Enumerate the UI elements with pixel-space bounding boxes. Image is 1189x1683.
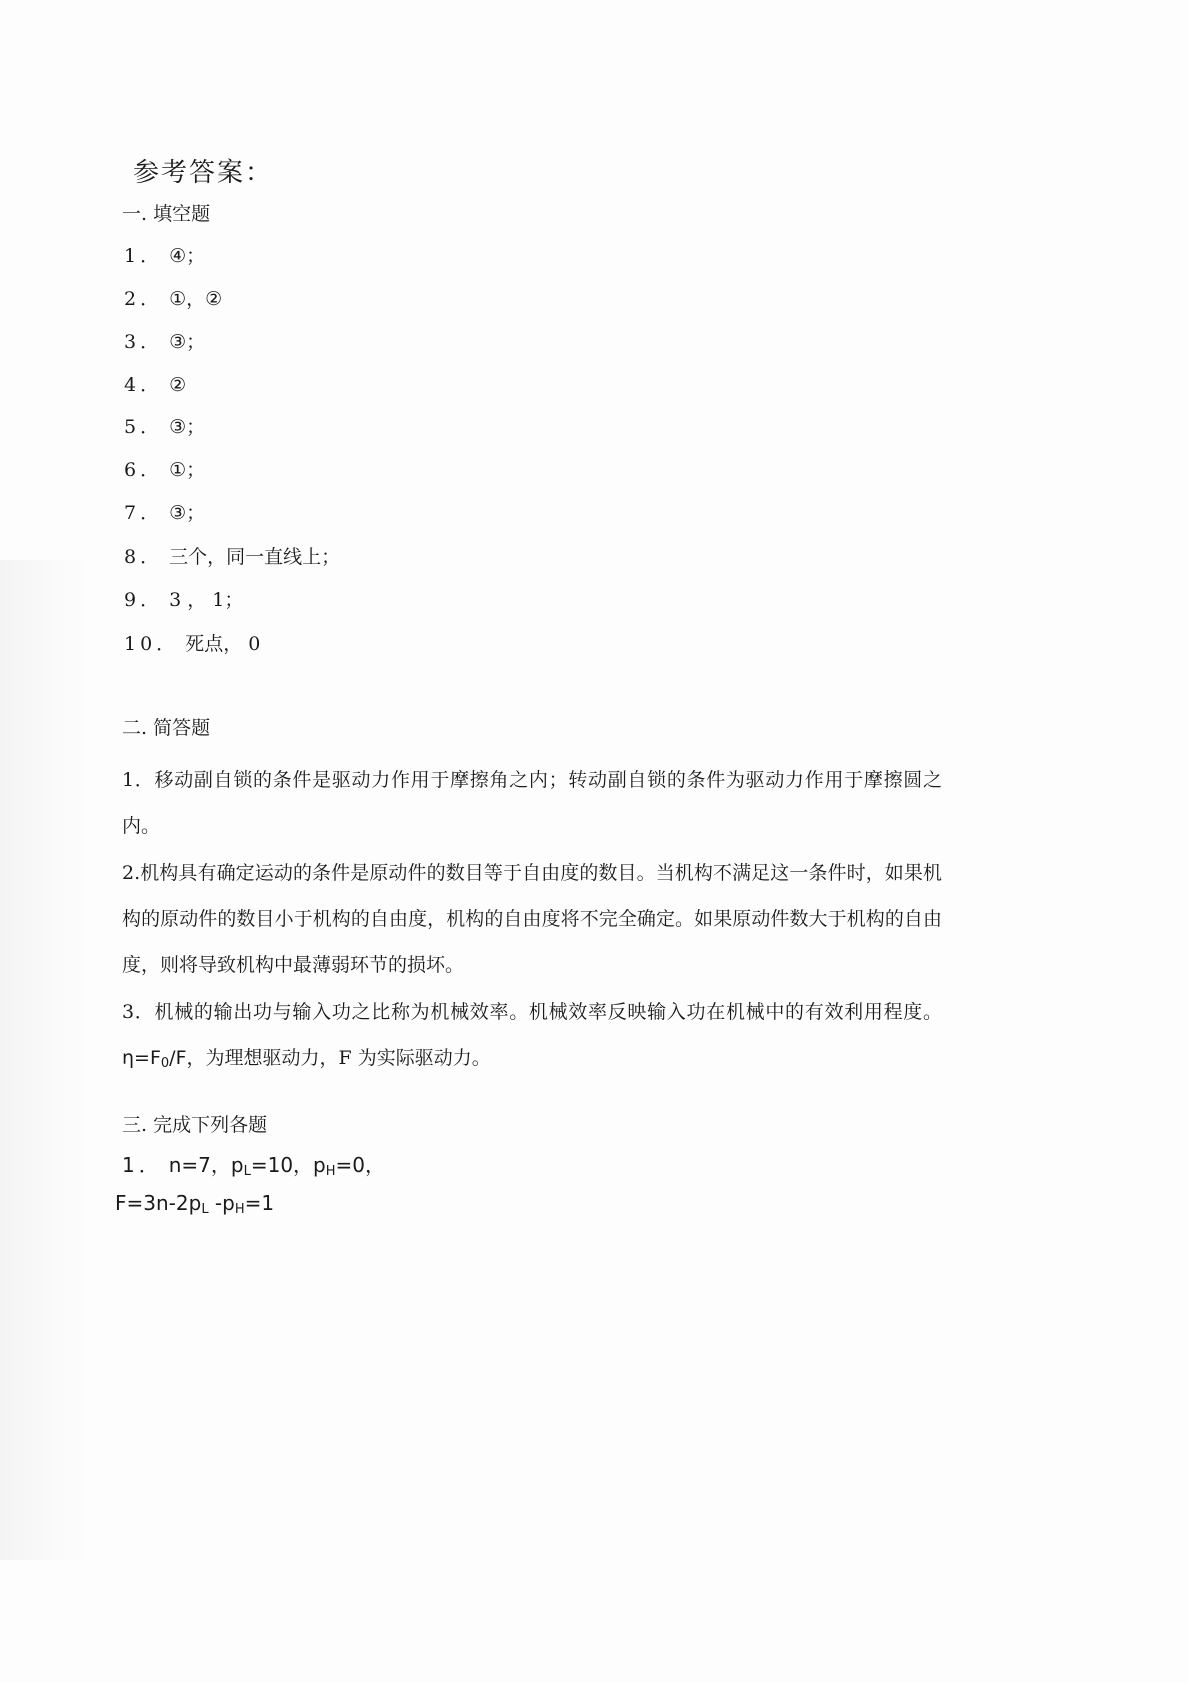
fill-blank-item <box>124 329 205 355</box>
item-answer: ③； <box>169 331 206 353</box>
item-number: 2． <box>124 288 164 310</box>
item-number: 8． <box>124 546 164 568</box>
item-answer: ①； <box>169 459 206 481</box>
item-answer: ①，② <box>169 288 223 310</box>
problem-1-line-1 <box>122 1152 385 1185</box>
item-answer: 三个，同一直线上； <box>169 546 341 568</box>
page-title: 参考答案： <box>133 158 274 188</box>
item-number: 10． <box>124 633 180 655</box>
item-number: 3． <box>124 331 164 353</box>
short-answer-2: 2.机构具有确定运动的条件是原动件的数目等于自由度的数目。当机构不满足这一条件时，如果机构的原动件的数目小于机构的自由度，机构的自由度将不完全确定。如果原动件数大于机构的自由度，则将导致机构中最薄弱环节的损坏。 <box>122 862 942 976</box>
problem-1-line-2 <box>115 1190 274 1223</box>
fill-blank-item <box>124 544 340 570</box>
short-answer-3-intro: 3．机械的输出功与输入功之比称为机械效率。机械效率反映输入功在机械中的有效利用程度。 <box>122 1001 942 1023</box>
item-number: 1． <box>124 245 164 267</box>
item-number: 6． <box>124 459 164 481</box>
scan-shadow <box>0 560 90 1560</box>
fill-blank-item <box>124 372 186 398</box>
short-answer-3-tail: 为理想驱动力，F 为实际驱动力。 <box>205 1047 491 1069</box>
fill-blank-item <box>124 243 205 269</box>
item-answer: 死点， 0 <box>185 633 261 655</box>
fill-blank-item <box>124 414 205 440</box>
dof-formula: $F=3n-2p_L$ $-p_H=1$ <box>115 1191 275 1217</box>
item-answer: ③； <box>169 416 206 438</box>
item-answer: ② <box>169 374 187 396</box>
item-number: 7． <box>124 502 164 524</box>
problem-1-counts: n=7，$p_L=10$，$p_H=0$， <box>168 1153 386 1179</box>
fill-blank-item <box>124 587 243 613</box>
section-heading-fill-blank: 一. 填空题 <box>122 203 211 225</box>
short-answer-1: 1．移动副自锁的条件是驱动力作用于摩擦角之内；转动副自锁的条件为驱动力作用于摩擦圆之内。 <box>122 769 942 837</box>
fill-blank-item <box>124 500 205 526</box>
fill-blank-item <box>124 631 260 657</box>
fill-blank-item <box>124 286 222 312</box>
item-answer: 3 ， 1； <box>169 589 244 611</box>
item-answer: ③； <box>169 502 206 524</box>
item-number: 4． <box>124 374 164 396</box>
section-heading-problems: 三. 完成下列各题 <box>122 1114 268 1136</box>
short-answer-3 <box>122 989 942 1087</box>
fill-blank-item <box>124 457 205 483</box>
section-heading-short-answer: 二. 简答题 <box>122 717 211 739</box>
item-number: 5． <box>124 416 164 438</box>
problem-1-number: 1． <box>122 1153 163 1177</box>
item-number: 9． <box>124 589 164 611</box>
efficiency-formula: $\eta=F_0/F$， <box>122 1047 206 1071</box>
item-answer: ④； <box>169 245 206 267</box>
